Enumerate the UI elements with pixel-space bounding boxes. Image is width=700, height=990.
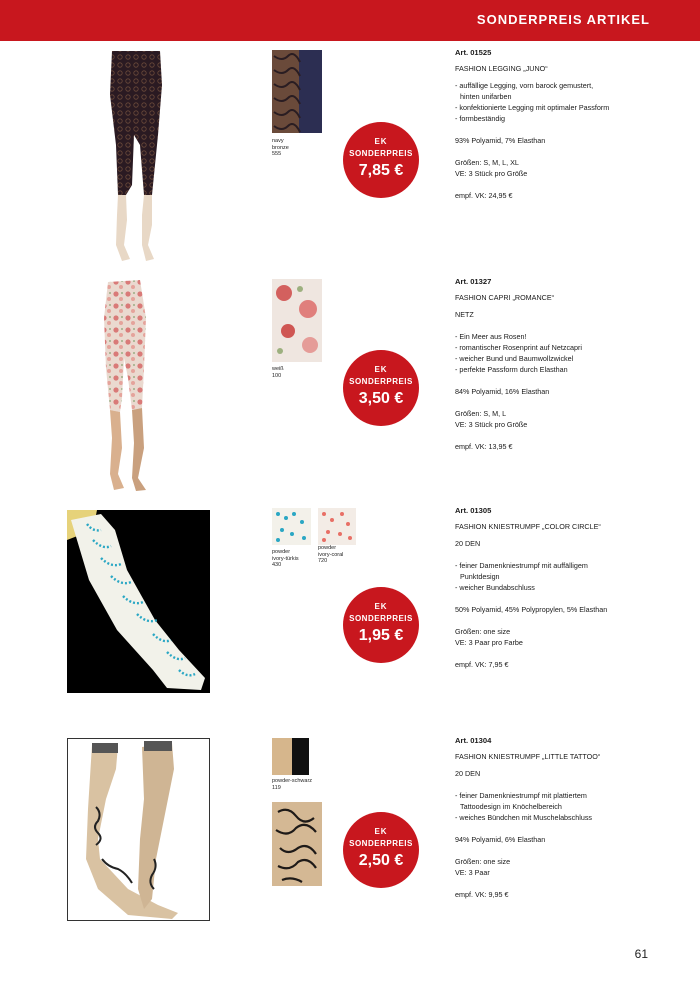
product-photo-little-tattoo <box>67 738 210 921</box>
badge-price: 2,50 € <box>358 852 404 869</box>
rrp-text: empf. VK: 7,95 € <box>455 660 509 669</box>
product-subline: NETZ <box>455 310 474 319</box>
price-badge <box>343 587 419 663</box>
color-swatch-powder-schwarz <box>272 738 309 775</box>
feature-line: Tattoodesign im Knöchelbereich <box>460 802 562 811</box>
badge-ek-label: EK <box>374 827 388 836</box>
feature-line: - weiches Bündchen mit Muschelabschluss <box>455 813 593 822</box>
badge-ek-label: EK <box>374 365 388 374</box>
material-text: 50% Polyamid, 45% Polypropylen, 5% Elasthan <box>455 605 608 614</box>
product-description <box>455 47 675 201</box>
feature-line: - Ein Meer aus Rosen! <box>455 332 527 341</box>
page-header <box>0 0 700 41</box>
product-name: FASHION KNIESTRUMPF „LITTLE TATTOO“ <box>455 752 601 761</box>
sizes-text: Größen: S, M, L <box>455 409 507 418</box>
product-photo-legging <box>100 45 180 267</box>
material-text: 94% Polyamid, 6% Elasthan <box>455 835 546 844</box>
product-name: FASHION CAPRI „ROMANCE“ <box>455 293 555 302</box>
rrp-text: empf. VK: 13,95 € <box>455 442 513 451</box>
packing-unit-text: VE: 3 Stück pro Größe <box>455 169 528 178</box>
product-photo-color-circle <box>67 510 210 693</box>
product-description <box>455 276 675 452</box>
header-title: SONDERPREIS ARTIKEL <box>476 12 650 27</box>
badge-sonderpreis-label: SONDERPREIS <box>349 614 413 623</box>
feature-line: - formbeständig <box>455 114 505 123</box>
swatch-caption: weiß 100 <box>272 366 284 379</box>
price-badge <box>343 350 419 426</box>
badge-price: 1,95 € <box>358 627 404 644</box>
feature-line: - feiner Damenkniestrumpf mit plattiertem <box>455 791 587 800</box>
color-swatch-navy-bronze <box>272 50 322 133</box>
feature-line: - auffällige Legging, vorn barock gemustert, <box>455 81 594 90</box>
sizes-text: Größen: one size <box>455 857 511 866</box>
sizes-text: Größen: one size <box>455 627 511 636</box>
rrp-text: empf. VK: 9,95 € <box>455 890 509 899</box>
material-text: 84% Polyamid, 16% Elasthan <box>455 387 550 396</box>
packing-unit-text: VE: 3 Paar <box>455 868 490 877</box>
product-description <box>455 505 675 670</box>
feature-line: - perfekte Passform durch Elasthan <box>455 365 568 374</box>
product-subline: 20 DEN <box>455 769 481 778</box>
feature-line: - weicher Bundabschluss <box>455 583 535 592</box>
page-number: 61 <box>634 947 648 961</box>
product-photo-capri <box>100 278 156 494</box>
feature-line: - weicher Bund und Baumwollzwickel <box>455 354 574 363</box>
product-description <box>455 735 675 900</box>
material-text: 93% Polyamid, 7% Elasthan <box>455 136 546 145</box>
article-number: Art. 01305 <box>455 506 492 515</box>
price-badge <box>343 812 419 888</box>
product-name: FASHION LEGGING „JUNO“ <box>455 64 548 73</box>
badge-ek-label: EK <box>374 602 388 611</box>
badge-sonderpreis-label: SONDERPREIS <box>349 839 413 848</box>
feature-line: - konfektionierte Legging mit optimaler Passform <box>455 103 610 112</box>
product-name: FASHION KNIESTRUMPF „COLOR CIRCLE“ <box>455 522 601 531</box>
color-swatch-ivory-coral <box>318 508 356 545</box>
swatch-caption: navy bronze 555 <box>272 138 289 157</box>
price-badge <box>343 122 419 198</box>
badge-ek-label: EK <box>374 137 388 146</box>
packing-unit-text: VE: 3 Paar pro Farbe <box>455 638 523 647</box>
packing-unit-text: VE: 3 Stück pro Größe <box>455 420 528 429</box>
swatch-caption: powder ivory-coral 720 <box>318 545 344 564</box>
swatch-caption: powder-schwarz 119 <box>272 778 313 791</box>
tattoo-detail-image <box>272 802 322 886</box>
product-subline: 20 DEN <box>455 539 481 548</box>
feature-line: hinten unifarben <box>460 92 512 101</box>
feature-line: - romantischer Rosenprint auf Netzcapri <box>455 343 583 352</box>
badge-sonderpreis-label: SONDERPREIS <box>349 377 413 386</box>
badge-price: 3,50 € <box>358 390 404 407</box>
sizes-text: Größen: S, M, L, XL <box>455 158 519 167</box>
feature-line: - feiner Damenkniestrumpf mit auffälligem <box>455 561 588 570</box>
badge-sonderpreis-label: SONDERPREIS <box>349 149 413 158</box>
article-number: Art. 01304 <box>455 736 492 745</box>
article-number: Art. 01327 <box>455 277 492 286</box>
article-number: Art. 01525 <box>455 48 492 57</box>
feature-line: Punktdesign <box>460 572 500 581</box>
badge-price: 7,85 € <box>358 162 404 179</box>
rrp-text: empf. VK: 24,95 € <box>455 191 513 200</box>
swatch-caption: powder ivory-türkis 430 <box>272 549 299 568</box>
color-swatch-ivory-tuerkis <box>272 508 311 545</box>
color-swatch-rose <box>272 279 322 362</box>
